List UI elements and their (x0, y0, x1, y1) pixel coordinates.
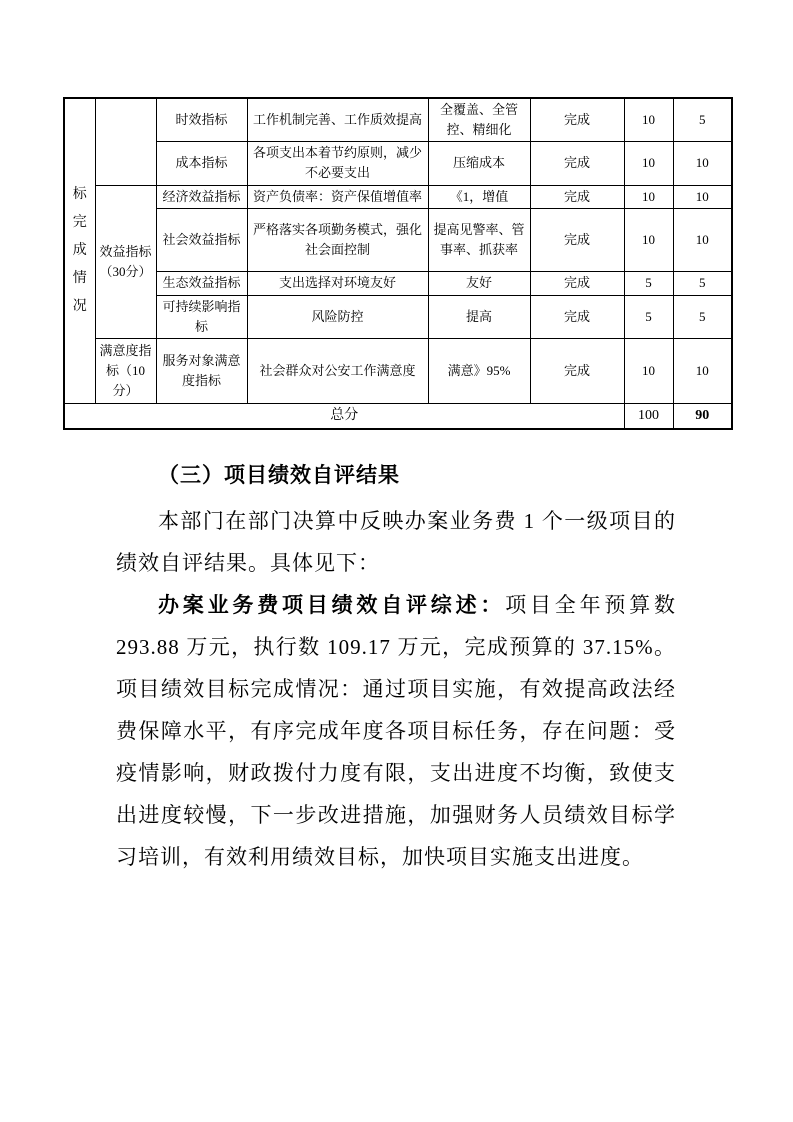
target-value: 提高 (428, 295, 530, 338)
indicator-description: 资产负债率：资产保值增值率 (247, 185, 428, 208)
group-cell-satisfaction: 满意度指标（10分） (95, 338, 156, 403)
self-score: 5 (673, 295, 732, 338)
max-score: 10 (624, 98, 673, 142)
target-value: 《1，增值 (428, 185, 530, 208)
target-value: 满意》95% (428, 338, 530, 403)
max-score: 10 (624, 338, 673, 403)
indicator-description: 风险防控 (247, 295, 428, 338)
performance-table (63, 97, 733, 430)
self-score: 10 (673, 185, 732, 208)
completion-status: 完成 (530, 208, 624, 271)
indicator-name: 服务对象满意度指标 (156, 338, 247, 403)
target-value: 友好 (428, 271, 530, 295)
target-value: 全覆盖、全管控、精细化 (428, 98, 530, 142)
total-self-score: 90 (673, 403, 732, 428)
max-score: 5 (624, 271, 673, 295)
table-row (64, 271, 732, 295)
completion-status: 完成 (530, 295, 624, 338)
max-score: 10 (624, 142, 673, 185)
max-score: 10 (624, 185, 673, 208)
target-value: 提高见警率、管事率、抓获率 (428, 208, 530, 271)
completion-status: 完成 (530, 98, 624, 142)
indicator-name: 生态效益指标 (156, 271, 247, 295)
completion-status: 完成 (530, 271, 624, 295)
paragraph-self-evaluation (116, 584, 676, 878)
total-max-score: 100 (624, 403, 673, 428)
side-label: 标完成情况 (72, 186, 87, 314)
completion-status: 完成 (530, 185, 624, 208)
group-cell-benefit: 效益指标（30分） (95, 185, 156, 338)
table-row (64, 208, 732, 271)
indicator-description: 工作机制完善、工作质效提高 (247, 98, 428, 142)
completion-status: 完成 (530, 338, 624, 403)
indicator-name: 社会效益指标 (156, 208, 247, 271)
indicator-name: 经济效益指标 (156, 185, 247, 208)
section-heading: （三）项目绩效自评结果 (158, 463, 400, 487)
target-value: 压缩成本 (428, 142, 530, 185)
self-score: 10 (673, 208, 732, 271)
table-total-row (64, 403, 732, 428)
paragraph-lead: 办案业务费项目绩效自评综述： (158, 593, 506, 617)
indicator-name: 可持续影响指标 (156, 295, 247, 338)
completion-status: 完成 (530, 142, 624, 185)
total-label: 总分 (64, 403, 624, 428)
table-row (64, 185, 732, 208)
self-score: 10 (673, 142, 732, 185)
indicator-description: 严格落实各项勤务模式，强化社会面控制 (247, 208, 428, 271)
table-row (64, 142, 732, 185)
self-score: 5 (673, 271, 732, 295)
body-text (116, 454, 676, 878)
table-row (64, 295, 732, 338)
indicator-description: 社会群众对公安工作满意度 (247, 338, 428, 403)
max-score: 5 (624, 295, 673, 338)
paragraph-body: 项目全年预算数 293.88 万元，执行数 109.17 万元，完成预算的 37.15%。项目绩效目标完成情况：通过项目实施，有效提高政法经费保障水平，有序完成年度各项目标任务，存在问题：受疫情影响，财政拨付力度有限，支出进度不均衡，致使支出进度较慢，下一步改进措施，加强财务人员绩效目标学习培训，有效利用绩效目标，加快项目实施支出进度。 (116, 593, 677, 869)
self-score: 10 (673, 338, 732, 403)
side-label-cell (64, 98, 95, 403)
table-row (64, 98, 732, 142)
paragraph-intro: 本部门在部门决算中反映办案业务费 1 个一级项目的绩效自评结果。具体见下： (116, 509, 676, 575)
indicator-description: 支出选择对环境友好 (247, 271, 428, 295)
max-score: 10 (624, 208, 673, 271)
table-row (64, 338, 732, 403)
indicator-name: 时效指标 (156, 98, 247, 142)
group-cell-blank (95, 98, 156, 185)
indicator-name: 成本指标 (156, 142, 247, 185)
self-score: 5 (673, 98, 732, 142)
indicator-description: 各项支出本着节约原则，减少不必要支出 (247, 142, 428, 185)
